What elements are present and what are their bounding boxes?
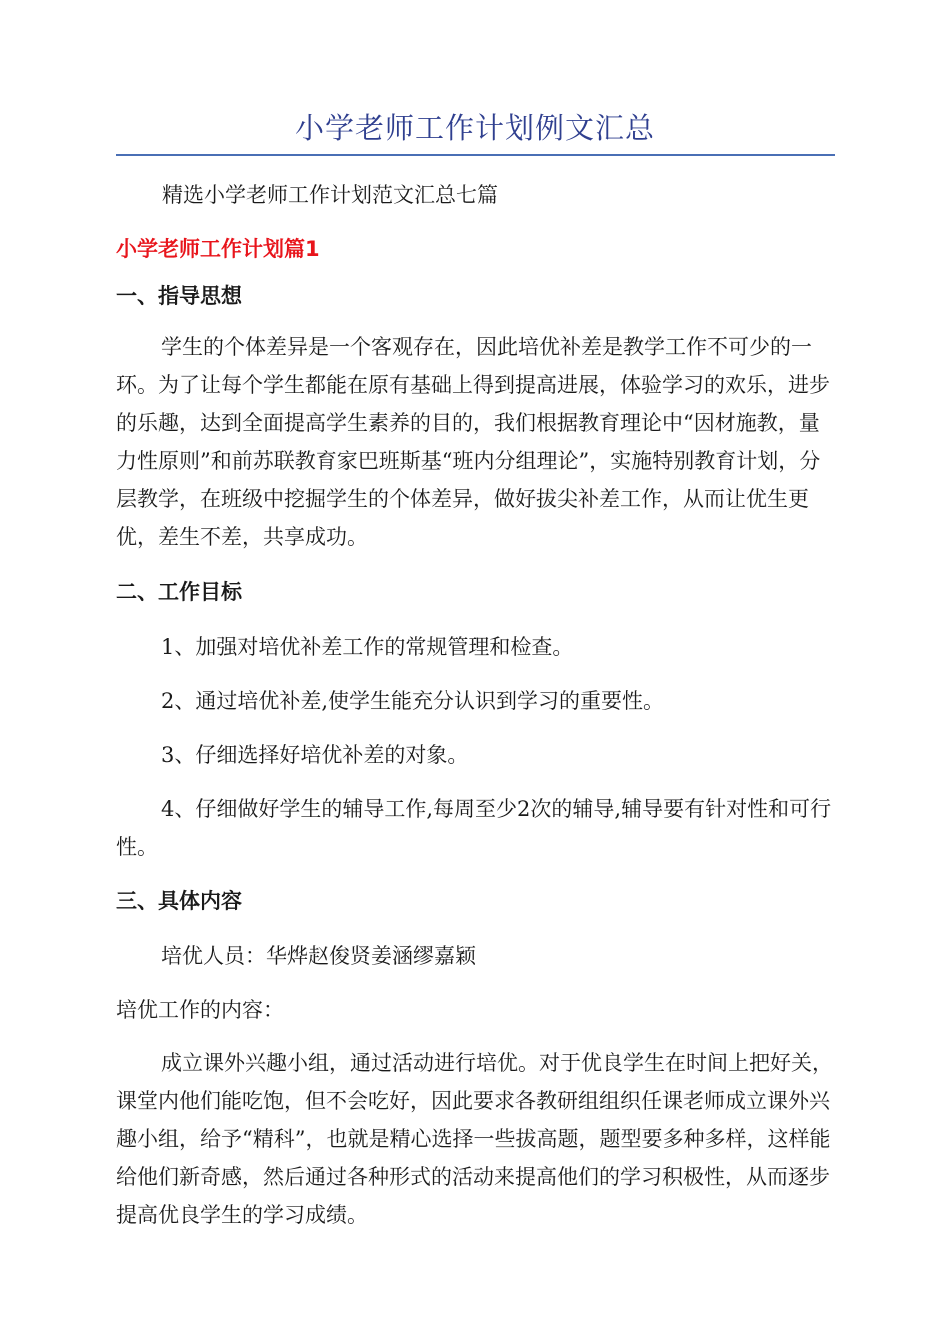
goal-item-3: 3、仔细选择好培优补差的对象。 (161, 743, 469, 767)
goal-item-4: 4、仔细做好学生的辅导工作,每周至少2次的辅导,辅导要有针对性和可行性。 (116, 797, 832, 859)
staff-line: 培优人员：华烨赵俊贤姜涵缪嘉颖 (161, 944, 476, 968)
section-heading-work-goals: 二、工作目标 (116, 580, 242, 604)
guiding-ideology-paragraph: 学生的个体差异是一个客观存在，因此培优补差是教学工作不可少的一环。为了让每个学生都能在原有基础上得到提高进展，体验学习的欢乐，进步的乐趣，达到全面提高学生素养的目的，我们根据教育理论中“因材施教，量力性原则”和前苏联教育家巴班斯基“班内分组理论”，实施特别教育计划，分层教学，在班级中挖掘学生的个体差异，做好拔尖补差工作，从而让优生更优，差生不差，共享成功。 (116, 335, 830, 549)
goal-item-2: 2、通过培优补差,使学生能充分认识到学习的重要性。 (161, 689, 665, 713)
section-heading-specific-content: 三、具体内容 (116, 889, 242, 913)
specific-content-paragraph: 成立课外兴趣小组，通过活动进行培优。对于优良学生在时间上把好关，课堂内他们能吃饱，但不会吃好，因此要求各教研组组织任课老师成立课外兴趣小组，给予“精科”，也就是精心选择一些拔高题，题型要多种多样，这样能给他们新奇感，然后通过各种形式的活动来提高他们的学习积极性，从而逐步提高优良学生的学习成绩。 (116, 1051, 833, 1227)
goal-item-1: 1、加强对培优补差工作的常规管理和检查。 (161, 635, 574, 659)
document-title: 小学老师工作计划例文汇总 (294, 111, 655, 145)
title-underline (116, 154, 835, 156)
content-label: 培优工作的内容： (116, 998, 284, 1022)
article-heading: 小学老师工作计划篇1 (116, 237, 320, 261)
document-subtitle: 精选小学老师工作计划范文汇总七篇 (162, 183, 498, 207)
section-heading-guiding-ideology: 一、指导思想 (116, 284, 242, 308)
